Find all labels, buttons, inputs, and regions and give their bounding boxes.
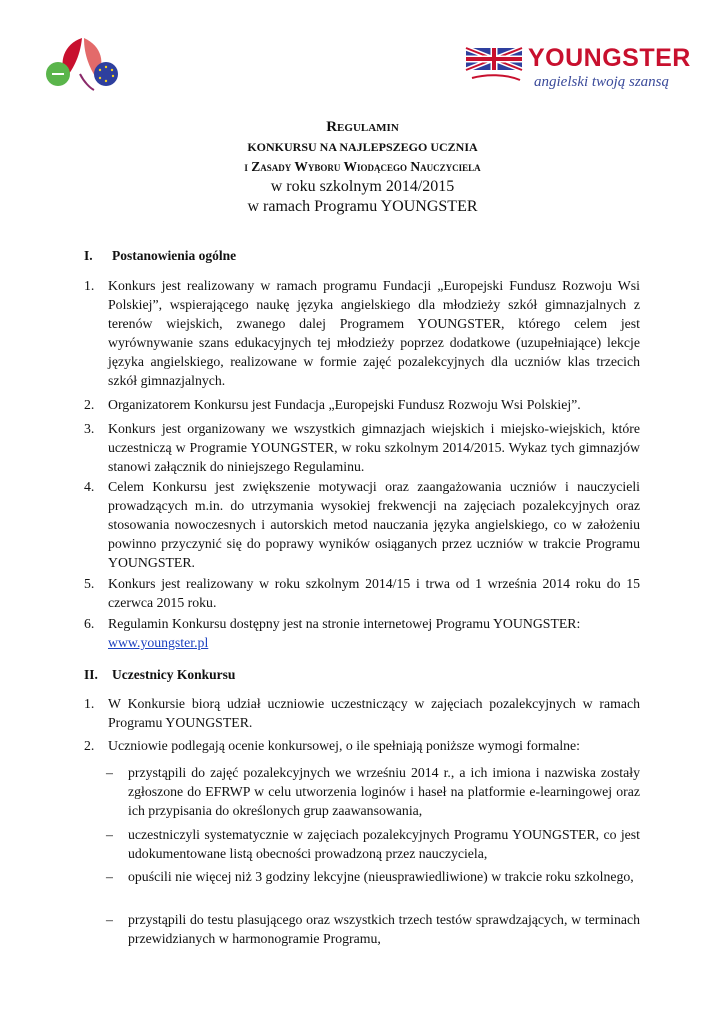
item-text-container [108, 614, 640, 652]
item-text: Konkurs jest realizowany w ramach programu Fundacji „Europejski Fundusz Rozwoju Wsi Polskiej”, wspierającego naukę języka angielskiego dla młodzieży szkół gimnazjalnych z terenów wiejskich, zwanego dalej Programem YOUNGSTER, którego celem jest wyrównywanie szans edukacyjnych tej młodzieży poprzez dodatkowe (uzupełniające) lekcje języka angielskiego, realizowane w formie zajęć pozalekcyjnych dla uczniów klas trzecich szkół gimnazjalnych. [108, 278, 640, 388]
requirement-text: uczestniczyli systematycznie w zajęciach pozalekcyjnych Programu YOUNGSTER, co jest udokumentowane listą obecności prowadzoną przez nauczyciela, [128, 827, 640, 861]
item-number: 1. [84, 278, 95, 293]
item-text: Uczniowie podlegają ocenie konkursowej, o ile spełniają poniższe wymogi formalne: [108, 738, 581, 753]
item-text: W Konkursie biorą udział uczniowie uczestniczący w zajęciach pozalekcyjnych w ramach Programu YOUNGSTER. [108, 696, 640, 730]
section-2-heading [84, 667, 235, 683]
dash-marker: – [106, 912, 113, 927]
youngster-logo [462, 44, 691, 100]
item-text: Konkurs jest realizowany w roku szkolnym 2014/15 i trwa od 1 września 2014 roku do 15 czerwca 2015 roku. [108, 576, 640, 610]
section-1-title: Postanowienia ogólne [112, 248, 237, 263]
item-number: 6. [84, 616, 95, 631]
title-line-5: w ramach Programu YOUNGSTER [247, 198, 478, 215]
list-item [84, 395, 640, 414]
list-item [84, 736, 640, 755]
section-1-number: I. [84, 248, 93, 263]
item-number: 3. [84, 421, 95, 436]
item-number: 2. [84, 738, 95, 753]
dash-marker: – [106, 869, 113, 884]
document-title [0, 117, 725, 217]
brand-tagline: angielski twoją szansą [534, 74, 670, 90]
item-text: Organizatorem Konkursu jest Fundacja „Europejski Fundusz Rozwoju Wsi Polskiej”. [108, 397, 581, 412]
requirement-text: opuścili nie więcej niż 3 godziny lekcyjne (nieusprawiedliwione) w trakcie roku szkolnego, [128, 869, 634, 884]
website-link[interactable]: www.youngster.pl [108, 635, 209, 650]
item-text: Regulamin Konkursu dostępny jest na stronie internetowej Programu YOUNGSTER: [108, 616, 581, 631]
title-line-3: i Zasady Wyboru Wiodącego Nauczyciela [244, 159, 481, 174]
item-number: 2. [84, 397, 95, 412]
efrwp-logo [44, 34, 130, 92]
brand-name: YOUNGSTER [528, 44, 691, 72]
item-text: Konkurs jest organizowany we wszystkich gimnazjach wiejskich i miejsko-wiejskich, które uczestniczą w Programie YOUNGSTER, w roku szkolnym 2014/2015. Wykaz tych gimnazjów stanowi załącznik do niniejszego Regulaminu. [108, 421, 640, 474]
list-item [84, 574, 640, 612]
item-number: 4. [84, 479, 95, 494]
dash-marker: – [106, 765, 113, 780]
title-line-2: KONKURSU NA NAJLEPSZEGO UCZNIA [247, 140, 478, 154]
title-line-1: Regulamin [326, 119, 399, 135]
requirement-text: przystąpili do testu plasującego oraz wszystkich trzech testów sprawdzających, w terminach przewidzianych w harmonogramie Programu, [128, 912, 640, 946]
title-line-4: w roku szkolnym 2014/2015 [270, 178, 455, 195]
requirement-item [106, 763, 640, 820]
requirement-item [106, 867, 640, 886]
list-item [84, 477, 640, 572]
list-item [84, 694, 640, 732]
list-item [84, 614, 640, 652]
section-1-heading [84, 248, 236, 264]
dash-marker: – [106, 827, 113, 842]
requirement-item [106, 825, 640, 863]
section-2-number: II. [84, 667, 98, 682]
requirement-item [106, 910, 640, 948]
item-number: 5. [84, 576, 95, 591]
section-2-title: Uczestnicy Konkursu [112, 667, 236, 682]
item-text: Celem Konkursu jest zwiększenie motywacji oraz zaangażowania uczniów i nauczycieli prowadzących m.in. do utrzymania wysokiej frekwencji na zajęciach pozalekcyjnych oraz stosowania nowoczesnych i autorskich metod nauczania języka angielskiego, co w założeniu powinno przyczynić się do poprawy wyników osiąganych przez uczniów w trakcie Programu YOUNGSTER. [108, 479, 640, 570]
requirement-text: przystąpili do zajęć pozalekcyjnych we wrześniu 2014 r., a ich imiona i nazwiska zostały zgłoszone do EFRWP w celu utworzenia loginów i haseł na platformie e-learningowej oraz ich przypisania do określonych grup zaawansowania, [128, 765, 640, 818]
item-number: 1. [84, 696, 95, 711]
list-item [84, 276, 640, 390]
list-item [84, 419, 640, 476]
